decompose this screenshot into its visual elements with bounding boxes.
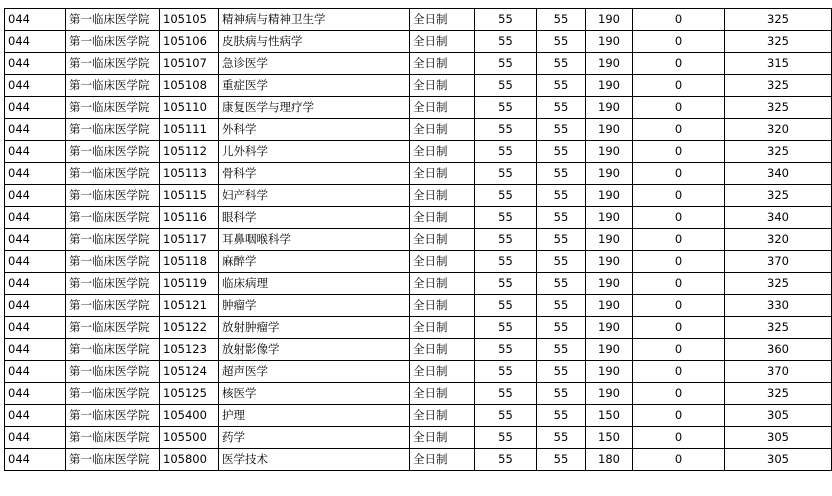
dept-code-cell: 044: [5, 163, 66, 185]
major-code-cell: 105106: [160, 31, 219, 53]
study-type-cell: 全日制: [410, 185, 475, 207]
score-politics-cell: 55: [475, 383, 537, 405]
score-politics-cell: 55: [475, 141, 537, 163]
study-type-cell: 全日制: [410, 163, 475, 185]
total-score-cell: 305: [725, 427, 832, 449]
score-language-cell: 55: [537, 251, 586, 273]
study-type-cell: 全日制: [410, 9, 475, 31]
score-language-cell: 55: [537, 273, 586, 295]
dept-code-cell: 044: [5, 9, 66, 31]
major-code-cell: 105116: [160, 207, 219, 229]
study-type-cell: 全日制: [410, 295, 475, 317]
dept-code-cell: 044: [5, 361, 66, 383]
score-extra-cell: 0: [633, 317, 725, 339]
study-type-cell: 全日制: [410, 207, 475, 229]
table-row: [5, 295, 832, 317]
score-language-cell: 55: [537, 295, 586, 317]
score-politics-cell: 55: [475, 207, 537, 229]
study-type-cell: 全日制: [410, 75, 475, 97]
major-code-cell: 105107: [160, 53, 219, 75]
score-professional-cell: 190: [586, 119, 633, 141]
score-extra-cell: 0: [633, 9, 725, 31]
score-table: [4, 8, 832, 471]
major-code-cell: 105124: [160, 361, 219, 383]
total-score-cell: 325: [725, 383, 832, 405]
score-politics-cell: 55: [475, 361, 537, 383]
score-politics-cell: 55: [475, 317, 537, 339]
score-professional-cell: 190: [586, 251, 633, 273]
dept-name-cell: 第一临床医学院: [66, 317, 160, 339]
score-politics-cell: 55: [475, 449, 537, 471]
score-professional-cell: 190: [586, 53, 633, 75]
score-language-cell: 55: [537, 31, 586, 53]
table-row: [5, 317, 832, 339]
dept-name-cell: 第一临床医学院: [66, 229, 160, 251]
score-extra-cell: 0: [633, 207, 725, 229]
score-politics-cell: 55: [475, 273, 537, 295]
table-row: [5, 449, 832, 471]
major-code-cell: 105111: [160, 119, 219, 141]
dept-code-cell: 044: [5, 141, 66, 163]
study-type-cell: 全日制: [410, 97, 475, 119]
total-score-cell: 325: [725, 97, 832, 119]
total-score-cell: 340: [725, 207, 832, 229]
major-name-cell: 临床病理: [219, 273, 410, 295]
score-language-cell: 55: [537, 383, 586, 405]
score-extra-cell: 0: [633, 97, 725, 119]
total-score-cell: 320: [725, 229, 832, 251]
total-score-cell: 305: [725, 449, 832, 471]
study-type-cell: 全日制: [410, 273, 475, 295]
study-type-cell: 全日制: [410, 427, 475, 449]
dept-name-cell: 第一临床医学院: [66, 383, 160, 405]
total-score-cell: 360: [725, 339, 832, 361]
major-name-cell: 超声医学: [219, 361, 410, 383]
score-professional-cell: 150: [586, 405, 633, 427]
dept-code-cell: 044: [5, 295, 66, 317]
study-type-cell: 全日制: [410, 141, 475, 163]
score-professional-cell: 190: [586, 185, 633, 207]
table-row: [5, 141, 832, 163]
total-score-cell: 320: [725, 119, 832, 141]
score-language-cell: 55: [537, 229, 586, 251]
major-code-cell: 105105: [160, 9, 219, 31]
study-type-cell: 全日制: [410, 317, 475, 339]
score-professional-cell: 190: [586, 9, 633, 31]
score-language-cell: 55: [537, 75, 586, 97]
score-politics-cell: 55: [475, 295, 537, 317]
score-professional-cell: 180: [586, 449, 633, 471]
score-language-cell: 55: [537, 185, 586, 207]
major-name-cell: 儿外科学: [219, 141, 410, 163]
dept-code-cell: 044: [5, 31, 66, 53]
dept-code-cell: 044: [5, 339, 66, 361]
major-code-cell: 105110: [160, 97, 219, 119]
score-language-cell: 55: [537, 119, 586, 141]
major-name-cell: 精神病与精神卫生学: [219, 9, 410, 31]
major-code-cell: 105122: [160, 317, 219, 339]
score-extra-cell: 0: [633, 163, 725, 185]
score-language-cell: 55: [537, 449, 586, 471]
total-score-cell: 325: [725, 141, 832, 163]
major-code-cell: 105800: [160, 449, 219, 471]
score-extra-cell: 0: [633, 75, 725, 97]
score-extra-cell: 0: [633, 361, 725, 383]
score-language-cell: 55: [537, 207, 586, 229]
major-name-cell: 康复医学与理疗学: [219, 97, 410, 119]
major-name-cell: 眼科学: [219, 207, 410, 229]
table-row: [5, 119, 832, 141]
score-professional-cell: 190: [586, 31, 633, 53]
score-professional-cell: 190: [586, 229, 633, 251]
table-row: [5, 163, 832, 185]
study-type-cell: 全日制: [410, 229, 475, 251]
major-name-cell: 麻醉学: [219, 251, 410, 273]
total-score-cell: 325: [725, 317, 832, 339]
dept-name-cell: 第一临床医学院: [66, 207, 160, 229]
major-code-cell: 105121: [160, 295, 219, 317]
total-score-cell: 340: [725, 163, 832, 185]
dept-code-cell: 044: [5, 405, 66, 427]
score-politics-cell: 55: [475, 31, 537, 53]
major-name-cell: 药学: [219, 427, 410, 449]
study-type-cell: 全日制: [410, 339, 475, 361]
score-language-cell: 55: [537, 339, 586, 361]
total-score-cell: 325: [725, 31, 832, 53]
score-politics-cell: 55: [475, 9, 537, 31]
dept-code-cell: 044: [5, 207, 66, 229]
total-score-cell: 325: [725, 185, 832, 207]
table-row: [5, 31, 832, 53]
study-type-cell: 全日制: [410, 449, 475, 471]
table-body: [5, 9, 832, 471]
score-extra-cell: 0: [633, 427, 725, 449]
table-row: [5, 427, 832, 449]
score-language-cell: 55: [537, 9, 586, 31]
table-row: [5, 339, 832, 361]
dept-name-cell: 第一临床医学院: [66, 361, 160, 383]
dept-name-cell: 第一临床医学院: [66, 53, 160, 75]
major-code-cell: 105113: [160, 163, 219, 185]
major-code-cell: 105123: [160, 339, 219, 361]
total-score-cell: 330: [725, 295, 832, 317]
major-name-cell: 肿瘤学: [219, 295, 410, 317]
dept-code-cell: 044: [5, 229, 66, 251]
dept-code-cell: 044: [5, 75, 66, 97]
dept-name-cell: 第一临床医学院: [66, 405, 160, 427]
study-type-cell: 全日制: [410, 383, 475, 405]
dept-code-cell: 044: [5, 251, 66, 273]
score-language-cell: 55: [537, 163, 586, 185]
major-code-cell: 105119: [160, 273, 219, 295]
score-politics-cell: 55: [475, 405, 537, 427]
score-language-cell: 55: [537, 427, 586, 449]
dept-name-cell: 第一临床医学院: [66, 9, 160, 31]
dept-code-cell: 044: [5, 449, 66, 471]
dept-name-cell: 第一临床医学院: [66, 97, 160, 119]
table-row: [5, 383, 832, 405]
study-type-cell: 全日制: [410, 119, 475, 141]
score-extra-cell: 0: [633, 383, 725, 405]
major-name-cell: 妇产科学: [219, 185, 410, 207]
score-politics-cell: 55: [475, 75, 537, 97]
table-row: [5, 9, 832, 31]
table-row: [5, 361, 832, 383]
table-row: [5, 405, 832, 427]
score-politics-cell: 55: [475, 185, 537, 207]
score-politics-cell: 55: [475, 97, 537, 119]
table-row: [5, 229, 832, 251]
major-code-cell: 105125: [160, 383, 219, 405]
major-code-cell: 105400: [160, 405, 219, 427]
score-politics-cell: 55: [475, 229, 537, 251]
score-professional-cell: 190: [586, 163, 633, 185]
total-score-cell: 305: [725, 405, 832, 427]
score-language-cell: 55: [537, 141, 586, 163]
total-score-cell: 325: [725, 273, 832, 295]
score-extra-cell: 0: [633, 251, 725, 273]
study-type-cell: 全日制: [410, 251, 475, 273]
score-professional-cell: 190: [586, 141, 633, 163]
table-row: [5, 53, 832, 75]
score-politics-cell: 55: [475, 251, 537, 273]
dept-code-cell: 044: [5, 273, 66, 295]
table-row: [5, 185, 832, 207]
score-extra-cell: 0: [633, 31, 725, 53]
major-code-cell: 105108: [160, 75, 219, 97]
score-extra-cell: 0: [633, 405, 725, 427]
table-row: [5, 251, 832, 273]
dept-name-cell: 第一临床医学院: [66, 185, 160, 207]
dept-code-cell: 044: [5, 185, 66, 207]
dept-name-cell: 第一临床医学院: [66, 251, 160, 273]
score-professional-cell: 190: [586, 361, 633, 383]
score-professional-cell: 190: [586, 317, 633, 339]
dept-code-cell: 044: [5, 427, 66, 449]
total-score-cell: 325: [725, 9, 832, 31]
score-politics-cell: 55: [475, 427, 537, 449]
score-language-cell: 55: [537, 97, 586, 119]
study-type-cell: 全日制: [410, 53, 475, 75]
score-extra-cell: 0: [633, 339, 725, 361]
score-professional-cell: 190: [586, 339, 633, 361]
dept-name-cell: 第一临床医学院: [66, 427, 160, 449]
score-language-cell: 55: [537, 405, 586, 427]
dept-code-cell: 044: [5, 317, 66, 339]
score-professional-cell: 190: [586, 97, 633, 119]
score-language-cell: 55: [537, 53, 586, 75]
major-name-cell: 医学技术: [219, 449, 410, 471]
score-politics-cell: 55: [475, 339, 537, 361]
dept-name-cell: 第一临床医学院: [66, 339, 160, 361]
major-code-cell: 105500: [160, 427, 219, 449]
dept-name-cell: 第一临床医学院: [66, 141, 160, 163]
table-row: [5, 97, 832, 119]
study-type-cell: 全日制: [410, 361, 475, 383]
major-code-cell: 105118: [160, 251, 219, 273]
major-code-cell: 105112: [160, 141, 219, 163]
dept-name-cell: 第一临床医学院: [66, 163, 160, 185]
major-name-cell: 重症医学: [219, 75, 410, 97]
score-politics-cell: 55: [475, 163, 537, 185]
dept-code-cell: 044: [5, 383, 66, 405]
score-professional-cell: 190: [586, 273, 633, 295]
table-row: [5, 207, 832, 229]
score-extra-cell: 0: [633, 141, 725, 163]
total-score-cell: 370: [725, 251, 832, 273]
score-politics-cell: 55: [475, 119, 537, 141]
score-professional-cell: 190: [586, 295, 633, 317]
dept-name-cell: 第一临床医学院: [66, 295, 160, 317]
score-extra-cell: 0: [633, 185, 725, 207]
major-name-cell: 核医学: [219, 383, 410, 405]
score-professional-cell: 190: [586, 75, 633, 97]
major-name-cell: 放射肿瘤学: [219, 317, 410, 339]
major-name-cell: 急诊医学: [219, 53, 410, 75]
dept-name-cell: 第一临床医学院: [66, 449, 160, 471]
score-language-cell: 55: [537, 361, 586, 383]
major-name-cell: 放射影像学: [219, 339, 410, 361]
major-code-cell: 105115: [160, 185, 219, 207]
score-extra-cell: 0: [633, 449, 725, 471]
dept-name-cell: 第一临床医学院: [66, 75, 160, 97]
major-name-cell: 皮肤病与性病学: [219, 31, 410, 53]
score-extra-cell: 0: [633, 53, 725, 75]
score-professional-cell: 150: [586, 427, 633, 449]
study-type-cell: 全日制: [410, 31, 475, 53]
dept-name-cell: 第一临床医学院: [66, 119, 160, 141]
score-extra-cell: 0: [633, 229, 725, 251]
total-score-cell: 315: [725, 53, 832, 75]
score-politics-cell: 55: [475, 53, 537, 75]
major-name-cell: 骨科学: [219, 163, 410, 185]
score-extra-cell: 0: [633, 119, 725, 141]
dept-code-cell: 044: [5, 119, 66, 141]
score-professional-cell: 190: [586, 383, 633, 405]
dept-code-cell: 044: [5, 53, 66, 75]
major-name-cell: 外科学: [219, 119, 410, 141]
dept-name-cell: 第一临床医学院: [66, 273, 160, 295]
total-score-cell: 325: [725, 75, 832, 97]
score-extra-cell: 0: [633, 295, 725, 317]
score-extra-cell: 0: [633, 273, 725, 295]
study-type-cell: 全日制: [410, 405, 475, 427]
dept-code-cell: 044: [5, 97, 66, 119]
total-score-cell: 370: [725, 361, 832, 383]
dept-name-cell: 第一临床医学院: [66, 31, 160, 53]
score-language-cell: 55: [537, 317, 586, 339]
major-name-cell: 护理: [219, 405, 410, 427]
major-name-cell: 耳鼻咽喉科学: [219, 229, 410, 251]
table-row: [5, 75, 832, 97]
table-row: [5, 273, 832, 295]
major-code-cell: 105117: [160, 229, 219, 251]
score-professional-cell: 190: [586, 207, 633, 229]
